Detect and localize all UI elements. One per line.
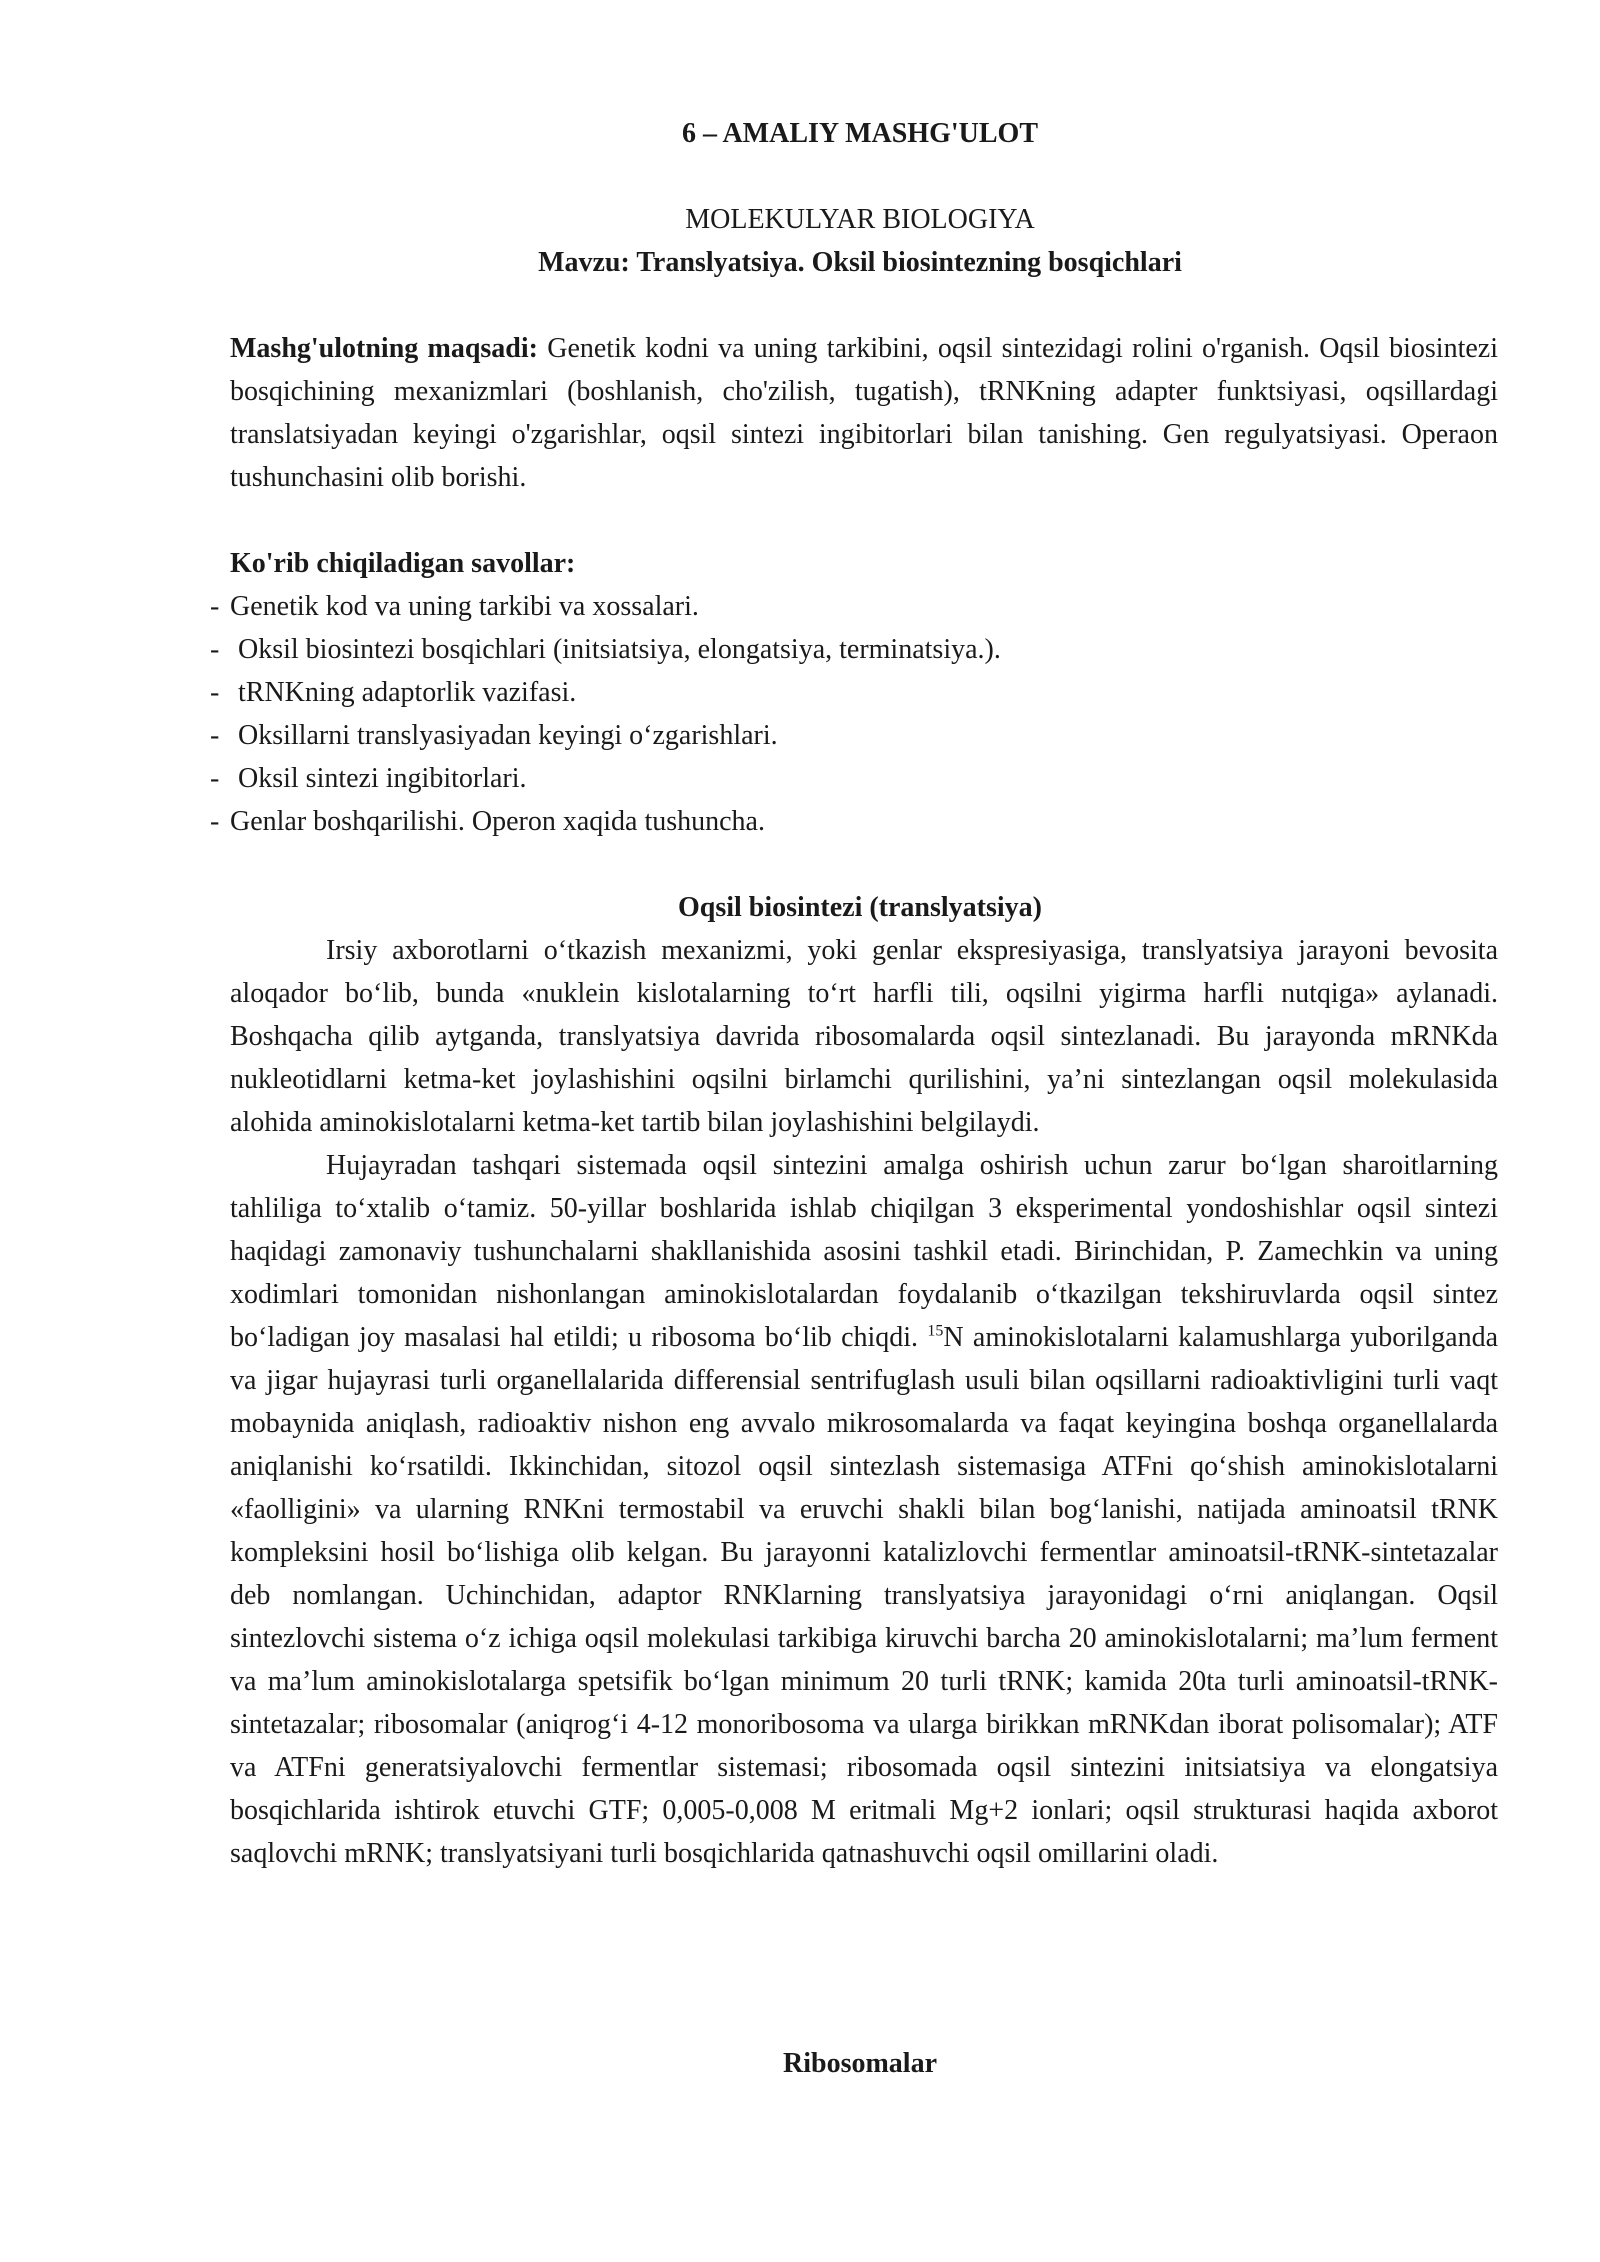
isotope-superscript: 15	[927, 1322, 944, 1340]
list-item: - Oksil sintezi ingibitorlari.	[210, 757, 1500, 800]
goal-paragraph	[230, 327, 1498, 499]
list-item: - Genetik kod va uning tarkibi va xossalari.	[210, 585, 1500, 628]
body-paragraph: Irsiy axborotlarni o‘tkazish mexanizmi, yoki genlar ekspresiyasiga, translyatsiya jarayoni bevosita aloqador bo‘lib, bunda «nuklein kislotalarning to‘rt harfli tili, oqsilni yigirma harfli nutqiga» aylanadi. Boshqacha qilib aytganda, translyatsiya davrida ribosomalarda oqsil sintezlanadi. Bu jarayonda mRNKda nukleotidlarni ketma-ket joylashishini oqsilni birlamchi qurilishini, ya’ni sintezlangan oqsil molekulasida alohida aminokislotalarni ketma-ket tartib bilan joylashishini belgilaydi.	[230, 935, 1498, 1138]
question-text: Oksillarni translyasiyadan keyingi o‘zgarishlari.	[238, 720, 778, 751]
question-text: Oksil biosintezi bosqichlari (initsiatsiya, elongatsiya, terminatsiya.).	[238, 634, 1001, 665]
topic-heading: Mavzu: Translyatsiya. Oksil biosintezning bosqichlari	[538, 247, 1182, 278]
list-item: - Genlar boshqarilishi. Operon xaqida tushuncha.	[210, 800, 1500, 843]
questions-heading: Ko'rib chiqiladigan savollar:	[230, 548, 576, 579]
paragraph-text: Hujayradan tashqari sistemada oqsil sintezini amalga oshirish uchun zarur bo‘lgan sharoitlarning tahliliga to‘xtalib o‘tamiz. 50-yillar boshlarida ishlab chiqilgan 3 eksperimental yondoshishlar oqsil sintezi haqidagi zamonaviy tushunchalarni shakllanishida asosini tashkil etadi. Birinchidan, P. Zamechkin va uning xodimlari tomonidan nishonlangan aminokislotalardan foydalanib o‘tkazilgan tekshiruvlarda oqsil sintez bo‘ladigan joy masalasi hal etildi; u ribosoma bo‘lib chiqdi.	[230, 1150, 1498, 1353]
page-title: 6 – AMALIY MASHG'ULOT	[682, 118, 1038, 149]
section-heading-ribosomes: Ribosomalar	[783, 2048, 937, 2079]
question-text: Genlar boshqarilishi. Operon xaqida tushuncha.	[230, 806, 765, 837]
goal-text: Genetik kodni va uning tarkibini, oqsil sintezidagi rolini o'rganish. Oqsil biosintezi bosqichining mexanizmlari (boshlanish, cho'zilish, tugatish), tRNKning adapter funktsiyasi, oqsillardagi translatsiyadan keyingi o'zgarishlar, oqsil sintezi ingibitorlari bilan tanishing. Gen regulyatsiyasi. Operaon tushunchasini olib borishi.	[230, 333, 1498, 493]
list-item: - Oksil biosintezi bosqichlari (initsiatsiya, elongatsiya, terminatsiya.).	[210, 628, 1500, 671]
question-text: Oksil sintezi ingibitorlari.	[238, 763, 527, 794]
goal-label: Mashg'ulotning maqsadi:	[230, 333, 538, 364]
question-text: Genetik kod va uning tarkibi va xossalari.	[230, 591, 699, 622]
paragraph-text: N aminokislotalarni kalamushlarga yuborilganda va jigar hujayrasi turli organellalarida differensial sentrifuglash usuli bilan oqsillarni radioaktivligini turli vaqt mobaynida aniqlash, radioaktiv nishon eng avvalo mikrosomalarda va faqat keyingina boshqa organellalarda aniqlanishi ko‘rsatildi. Ikkinchidan, sitozol oqsil sintezlash sistemasiga ATFni qo‘shish aminokislotalarni «faolligini» va ularning RNKni termostabil va eruvchi shakli bilan bog‘lanishi, natijada aminoatsil tRNK kompleksini hosil bo‘lishiga olib kelgan. Bu jarayonni katalizlovchi fermentlar aminoatsil-tRNK-sintetazalar deb nomlangan. Uchinchidan, adaptor RNKlarning translyatsiya jarayonidagi o‘rni aniqlangan. Oqsil sintezlovchi sistema o‘z ichiga oqsil molekulasi tarkibiga kiruvchi barcha 20 aminokislotalarni; ma’lum ferment va ma’lum aminokislotalarga spetsifik bo‘lgan minimum 20 turli tRNK; kamida 20ta turli aminoatsil-tRNK-sintetazalar; ribosomalar (aniqrog‘i 4-12 monoribosoma va ularga birikkan mRNKdan iborat polisomalar); ATF va ATFni generatsiyalovchi fermentlar sistemasi; ribosomada oqsil sintezini initsiatsiya va elongatsiya bosqichlarida ishtirok etuvchi GTF; 0,005-0,008 M eritmali Mg+2 ionlari; oqsil strukturasi haqida axborot saqlovchi mRNK; translyatsiyani turli bosqichlarida qatnashuvchi oqsil omillarini oladi.	[230, 1322, 1498, 1869]
list-item: - Oksillarni translyasiyadan keyingi o‘zgarishlari.	[210, 714, 1500, 757]
section-heading-translation: Oqsil biosintezi (translyatsiya)	[677, 892, 1042, 923]
body-paragraph	[230, 1144, 1498, 1875]
questions-list	[210, 585, 1500, 843]
section-body	[230, 929, 1498, 1875]
question-text: tRNKning adaptorlik vazifasi.	[238, 677, 577, 708]
subject-heading: MOLEKULYAR BIOLOGIYA	[685, 204, 1035, 235]
list-item: - tRNKning adaptorlik vazifasi.	[210, 671, 1500, 714]
